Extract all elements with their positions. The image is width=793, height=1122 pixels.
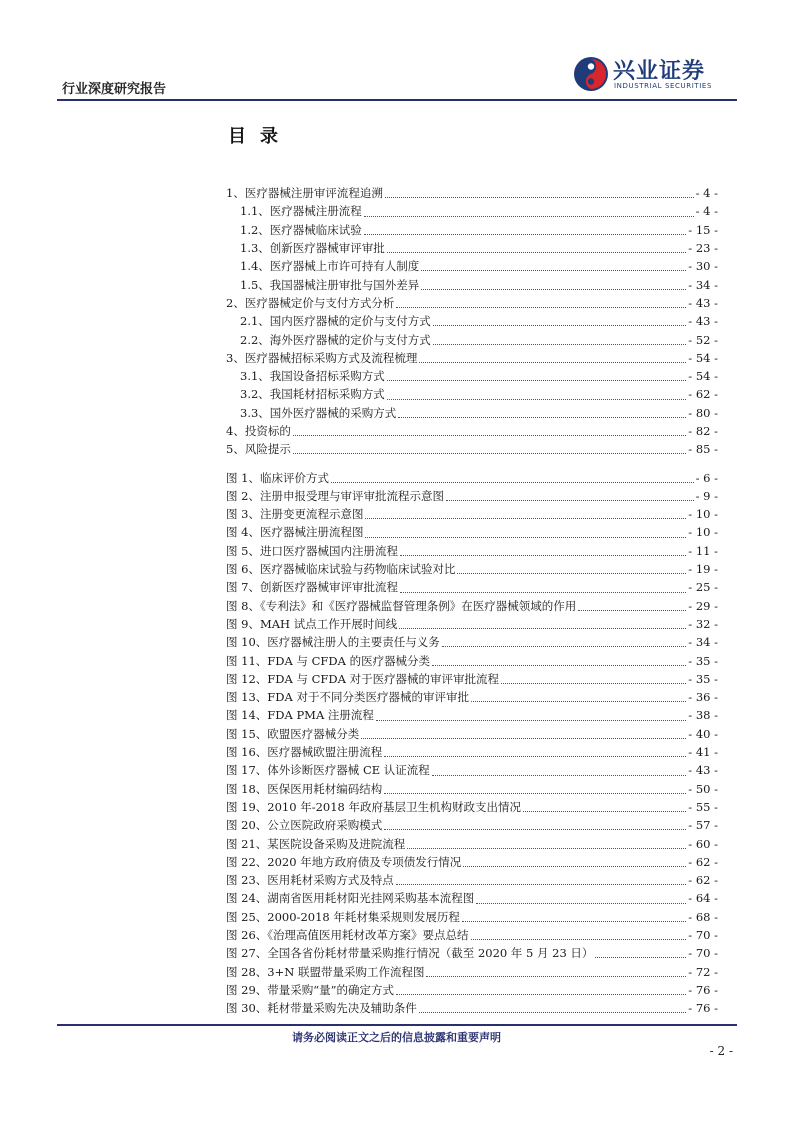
leader-dots bbox=[387, 399, 686, 400]
figure-entry-title: 图 9、MAH 试点工作开展时间线 bbox=[226, 616, 398, 631]
toc-entry[interactable] bbox=[226, 312, 718, 330]
toc-entry[interactable] bbox=[226, 257, 718, 275]
toc-entry-title: 2.2、海外医疗器械的定价与支付方式 bbox=[240, 332, 431, 347]
toc-entry-title: 3.2、我国耗材招标采购方式 bbox=[240, 387, 385, 402]
figure-entry-page: - 76 - bbox=[688, 1001, 718, 1016]
figure-entry-page: - 43 - bbox=[688, 763, 718, 778]
figure-entry-page: - 70 - bbox=[688, 928, 718, 943]
leader-dots bbox=[365, 537, 686, 538]
leader-dots bbox=[385, 197, 694, 198]
figure-entry-page: - 11 - bbox=[688, 543, 718, 558]
figure-entry-page: - 34 - bbox=[688, 635, 718, 650]
figure-entry-title: 图 15、欧盟医疗器械分类 bbox=[226, 726, 360, 741]
figure-entry-page: - 36 - bbox=[688, 690, 718, 705]
toc-entry-page: - 4 - bbox=[695, 204, 718, 219]
leader-dots bbox=[471, 939, 687, 940]
leader-dots bbox=[407, 848, 686, 849]
figure-entry-page: - 76 - bbox=[688, 982, 718, 997]
figure-entry[interactable] bbox=[226, 908, 718, 926]
figure-entry-page: - 35 - bbox=[688, 653, 718, 668]
toc-entry-page: - 54 - bbox=[688, 350, 718, 365]
leader-dots bbox=[432, 775, 686, 776]
leader-dots bbox=[364, 234, 686, 235]
leader-dots bbox=[396, 994, 686, 995]
leader-dots bbox=[387, 380, 686, 381]
figure-entry[interactable] bbox=[226, 560, 718, 578]
toc-entry[interactable] bbox=[226, 404, 718, 422]
figure-entry-title: 图 24、湖南省医用耗材阳光挂网采购基本流程图 bbox=[226, 891, 475, 906]
leader-dots bbox=[384, 793, 686, 794]
figure-entry[interactable] bbox=[226, 743, 718, 761]
figure-entry[interactable] bbox=[226, 670, 718, 688]
figure-entry-title: 图 7、创新医疗器械审评审批流程 bbox=[226, 580, 398, 595]
figure-entry[interactable] bbox=[226, 981, 718, 999]
leader-dots bbox=[376, 720, 686, 721]
figure-entry-page: - 29 - bbox=[688, 598, 718, 613]
figure-entry[interactable] bbox=[226, 688, 718, 706]
toc-entry-page: - 62 - bbox=[688, 387, 718, 402]
toc-entry-page: - 34 - bbox=[688, 277, 718, 292]
leader-dots bbox=[396, 307, 686, 308]
figure-entry[interactable] bbox=[226, 853, 718, 871]
toc-entry-title: 1.2、医疗器械临床试验 bbox=[240, 222, 362, 237]
figure-entry[interactable] bbox=[226, 505, 718, 523]
toc-entry-title: 3.1、我国设备招标采购方式 bbox=[240, 369, 385, 384]
leader-dots bbox=[396, 884, 686, 885]
toc-entry-title: 1.1、医疗器械注册流程 bbox=[240, 204, 362, 219]
toc-entry-title: 2.1、国内医疗器械的定价与支付方式 bbox=[240, 314, 431, 329]
leader-dots bbox=[463, 866, 686, 867]
toc-entry[interactable] bbox=[226, 349, 718, 367]
leader-dots bbox=[331, 482, 694, 483]
figure-entry-title: 图 30、耗材带量采购先决及辅助条件 bbox=[226, 1001, 417, 1016]
figure-entry-title: 图 16、医疗器械欧盟注册流程 bbox=[226, 745, 383, 760]
toc-entry-title: 3.3、国外医疗器械的采购方式 bbox=[240, 405, 397, 420]
figure-entry[interactable] bbox=[226, 816, 718, 834]
footer-disclaimer: 请务必阅读正文之后的信息披露和重要声明 bbox=[292, 1031, 501, 1044]
leader-dots bbox=[384, 829, 686, 830]
figure-entry-title: 图 4、医疗器械注册流程图 bbox=[226, 525, 364, 540]
figure-entry[interactable] bbox=[226, 834, 718, 852]
figure-entry[interactable] bbox=[226, 798, 718, 816]
figure-entry-page: - 10 - bbox=[688, 507, 718, 522]
leader-dots bbox=[398, 417, 686, 418]
figure-entry-page: - 32 - bbox=[688, 616, 718, 631]
figure-entry-page: - 35 - bbox=[688, 671, 718, 686]
figure-entry-page: - 41 - bbox=[688, 745, 718, 760]
figure-entry[interactable] bbox=[226, 468, 718, 486]
figure-entry[interactable] bbox=[226, 615, 718, 633]
figure-entry-page: - 50 - bbox=[688, 781, 718, 796]
figure-entry-title: 图 28、3+N 联盟带量采购工作流程图 bbox=[226, 964, 425, 979]
figure-entry-page: - 40 - bbox=[688, 726, 718, 741]
figure-entry-title: 图 23、医用耗材采购方式及特点 bbox=[226, 873, 394, 888]
figure-entry-page: - 72 - bbox=[688, 964, 718, 979]
figure-entry-title: 图 29、带量采购“量”的确定方式 bbox=[226, 982, 395, 997]
figure-entry-title: 图 22、2020 年地方政府债及专项债发行情况 bbox=[226, 854, 462, 869]
figure-entry[interactable] bbox=[226, 487, 718, 505]
leader-dots bbox=[364, 216, 694, 217]
header-divider bbox=[57, 99, 737, 101]
leader-dots bbox=[433, 344, 686, 345]
figure-entry-page: - 70 - bbox=[688, 946, 718, 961]
toc-entry-page: - 43 - bbox=[688, 295, 718, 310]
toc-entry[interactable] bbox=[226, 422, 718, 440]
figure-entry-title: 图 17、体外诊断医疗器械 CE 认证流程 bbox=[226, 763, 430, 778]
figure-entry-title: 图 21、某医院设备采购及进院流程 bbox=[226, 836, 406, 851]
figure-entry[interactable] bbox=[226, 578, 718, 596]
figure-entry-title: 图 26、《治理高值医用耗材改革方案》要点总结 bbox=[226, 928, 469, 943]
leader-dots bbox=[457, 573, 686, 574]
toc-entry-title: 4、投资标的 bbox=[226, 424, 291, 438]
leader-dots bbox=[433, 325, 686, 326]
figure-entry-page: - 10 - bbox=[688, 525, 718, 540]
figure-entry-title: 图 25、2000-2018 年耗材集采规则发展历程 bbox=[226, 909, 460, 924]
toc-entry-page: - 43 - bbox=[688, 314, 718, 329]
toc-entry-title: 1.4、医疗器械上市许可持有人制度 bbox=[240, 259, 420, 274]
toc-entry-title: 3、医疗器械招标采购方式及流程梳理 bbox=[226, 350, 418, 365]
leader-dots bbox=[578, 610, 686, 611]
figure-entry-page: - 6 - bbox=[695, 470, 718, 485]
figure-entry[interactable] bbox=[226, 780, 718, 798]
leader-dots bbox=[384, 756, 686, 757]
section-spacer bbox=[226, 458, 718, 468]
toc-entry[interactable] bbox=[226, 202, 718, 220]
figure-entry[interactable] bbox=[226, 761, 718, 779]
toc-entry-page: - 23 - bbox=[688, 241, 718, 256]
toc-entry[interactable] bbox=[226, 385, 718, 403]
figure-entry-title: 图 14、FDA PMA 注册流程 bbox=[226, 708, 374, 723]
figure-entry-page: - 25 - bbox=[688, 580, 718, 595]
leader-dots bbox=[421, 270, 686, 271]
leader-dots bbox=[365, 518, 686, 519]
leader-dots bbox=[426, 976, 686, 977]
logo-icon bbox=[571, 54, 611, 94]
toc-entry[interactable] bbox=[226, 221, 718, 239]
company-logo bbox=[571, 52, 741, 96]
toc-entry-page: - 54 - bbox=[688, 369, 718, 384]
toc-entry-title: 5、风险提示 bbox=[226, 442, 291, 457]
figure-entry-title: 图 3、注册变更流程示意图 bbox=[226, 507, 364, 522]
leader-dots bbox=[293, 435, 686, 436]
toc-entry[interactable] bbox=[226, 330, 718, 348]
toc-entry-page: - 82 - bbox=[688, 424, 718, 438]
figure-entry[interactable] bbox=[226, 926, 718, 944]
figure-entry[interactable] bbox=[226, 889, 718, 907]
leader-dots bbox=[421, 289, 686, 290]
figure-entry-title: 图 8、《专利法》和《医疗器械监督管理条例》在医疗器械领域的作用 bbox=[226, 598, 577, 613]
footer-divider bbox=[57, 1024, 737, 1026]
leader-dots bbox=[361, 738, 686, 739]
page-number: - 2 - bbox=[709, 1044, 733, 1058]
figure-entry-title: 图 27、全国各省份耗材带量采购推行情况（截至 2020 年 5 月 23 日） bbox=[226, 946, 594, 961]
leader-dots bbox=[432, 665, 686, 666]
toc-entry-title: 1.5、我国器械注册审批与国外差异 bbox=[240, 277, 420, 292]
leader-dots bbox=[293, 453, 686, 454]
toc-entry[interactable] bbox=[226, 275, 718, 293]
leader-dots bbox=[419, 362, 686, 363]
figure-entry[interactable] bbox=[226, 651, 718, 669]
leader-dots bbox=[471, 701, 686, 702]
figure-entry-title: 图 5、进口医疗器械国内注册流程 bbox=[226, 543, 398, 558]
page-title: 目录 bbox=[228, 126, 292, 147]
figure-entry-title: 图 19、2010 年-2018 年政府基层卫生机构财政支出情况 bbox=[226, 799, 522, 814]
figure-entry[interactable] bbox=[226, 542, 718, 560]
toc-entry-page: - 30 - bbox=[688, 259, 718, 274]
leader-dots bbox=[476, 903, 686, 904]
leader-dots bbox=[523, 811, 686, 812]
leader-dots bbox=[387, 252, 686, 253]
leader-dots bbox=[446, 500, 694, 501]
figure-entry-page: - 68 - bbox=[688, 909, 718, 924]
figure-entry[interactable] bbox=[226, 706, 718, 724]
figure-entry-page: - 19 - bbox=[688, 562, 718, 577]
toc-entry-page: - 80 - bbox=[688, 405, 718, 420]
figure-entry[interactable] bbox=[226, 871, 718, 889]
figure-entry[interactable] bbox=[226, 523, 718, 541]
figure-entry-page: - 62 - bbox=[688, 854, 718, 869]
figure-entry[interactable] bbox=[226, 633, 718, 651]
leader-dots bbox=[419, 1012, 686, 1013]
figure-entry-page: - 57 - bbox=[688, 818, 718, 833]
toc-entry[interactable] bbox=[226, 367, 718, 385]
toc-entry-title: 1.3、创新医疗器械审评审批 bbox=[240, 241, 385, 256]
table-of-contents bbox=[226, 184, 718, 1017]
leader-dots bbox=[462, 921, 686, 922]
leader-dots bbox=[442, 646, 686, 647]
toc-entry[interactable] bbox=[226, 440, 718, 458]
toc-entry-title: 2、医疗器械定价与支付方式分析 bbox=[226, 295, 395, 310]
leader-dots bbox=[501, 683, 686, 684]
report-type-label: 行业深度研究报告 bbox=[62, 82, 167, 97]
leader-dots bbox=[595, 957, 686, 958]
toc-entry-page: - 85 - bbox=[688, 442, 718, 457]
leader-dots bbox=[400, 592, 686, 593]
figure-entry[interactable] bbox=[226, 962, 718, 980]
toc-entry-page: - 15 - bbox=[688, 222, 718, 237]
figure-entry[interactable] bbox=[226, 725, 718, 743]
leader-dots bbox=[399, 628, 686, 629]
figure-entry-title: 图 1、临床评价方式 bbox=[226, 470, 329, 485]
figure-entry-page: - 38 - bbox=[688, 708, 718, 723]
figure-entry-title: 图 10、医疗器械注册人的主要责任与义务 bbox=[226, 635, 440, 650]
figure-entry-title: 图 11、FDA 与 CFDA 的医疗器械分类 bbox=[226, 653, 431, 668]
figure-entry-page: - 9 - bbox=[695, 488, 718, 503]
figure-entry[interactable] bbox=[226, 999, 718, 1017]
leader-dots bbox=[400, 555, 686, 556]
toc-entry[interactable] bbox=[226, 184, 718, 202]
toc-entry-page: - 4 - bbox=[695, 186, 718, 201]
figure-entry-page: - 64 - bbox=[688, 891, 718, 906]
figure-entry-page: - 62 - bbox=[688, 873, 718, 888]
toc-entry-page: - 52 - bbox=[688, 332, 718, 347]
logo-name: 兴业证券 bbox=[613, 59, 706, 84]
toc-entry-title: 1、医疗器械注册审评流程追溯 bbox=[226, 186, 383, 201]
figure-entry-title: 图 18、医保医用耗材编码结构 bbox=[226, 781, 383, 796]
toc-entry[interactable] bbox=[226, 294, 718, 312]
toc-entry[interactable] bbox=[226, 239, 718, 257]
figure-entry[interactable] bbox=[226, 597, 718, 615]
figure-entry-page: - 60 - bbox=[688, 836, 718, 851]
figure-entry-title: 图 13、FDA 对于不同分类医疗器械的审评审批 bbox=[226, 690, 469, 705]
figure-entry-title: 图 12、FDA 与 CFDA 对于医疗器械的审评审批流程 bbox=[226, 671, 500, 686]
figure-entry-page: - 55 - bbox=[688, 799, 718, 814]
figure-entry-title: 图 2、注册申报受理与审评审批流程示意图 bbox=[226, 488, 444, 503]
figure-entry-title: 图 20、公立医院政府采购模式 bbox=[226, 818, 383, 833]
logo-subtitle: INDUSTRIAL SECURITIES bbox=[614, 82, 712, 90]
figure-entry[interactable] bbox=[226, 944, 718, 962]
figure-entry-title: 图 6、医疗器械临床试验与药物临床试验对比 bbox=[226, 562, 456, 577]
